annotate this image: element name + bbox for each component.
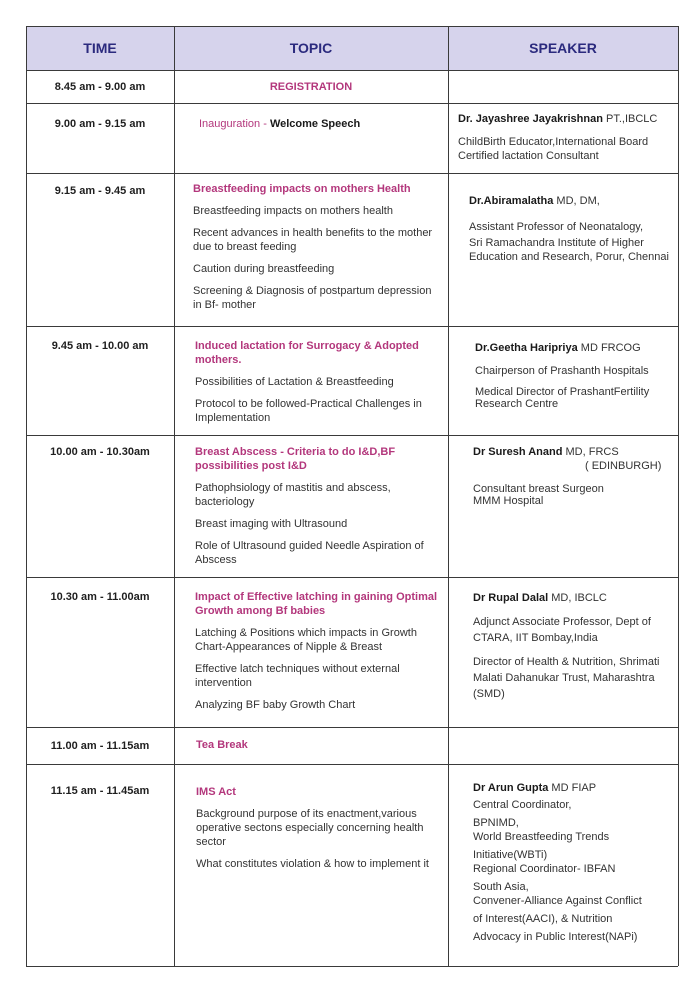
speaker-line: ChildBirth Educator,International Board <box>458 136 649 148</box>
time-cell: 10.00 am - 10.30am <box>50 446 150 458</box>
speaker-name: Dr Rupal Dalal <box>473 592 549 604</box>
header-time: TIME <box>83 40 117 56</box>
rule-bottom <box>26 966 678 967</box>
speaker-line: Medical Director of PrashantFertility Research Centre <box>475 386 650 410</box>
topic-item: Effective latch techniques without external intervention <box>195 663 400 689</box>
header-speaker: SPEAKER <box>529 40 597 56</box>
topic-title: Breast Abscess - Criteria to do I&D,BF possibilities post I&D <box>195 446 396 472</box>
rule-row-5 <box>26 577 678 578</box>
speaker-line: World Breastfeeding Trends <box>473 831 610 843</box>
rule-left <box>26 26 27 966</box>
topic-title: IMS Act <box>196 786 236 798</box>
time-cell: 9.00 am - 9.15 am <box>54 118 146 130</box>
speaker-line: of Interest(AACI), & Nutrition <box>473 913 613 925</box>
topic-title: Breastfeeding impacts on mothers Health <box>193 183 411 195</box>
topic-item: Recent advances in health benefits to the mother due to breast feeding <box>193 227 433 253</box>
topic-cell <box>193 182 433 320</box>
topic-item: Caution during breastfeeding <box>193 263 335 275</box>
topic-item: Pathophsiology of mastitis and abscess, bacteriology <box>195 482 391 508</box>
speaker-line: Sri Ramachandra Institute of Higher Education and Research, Porur, Chennai <box>469 237 669 263</box>
topic-item: Background purpose of its enactment,various operative sectons especially concerning health sector <box>196 808 424 848</box>
speaker-name: Dr. Jayashree Jayakrishnan <box>458 113 603 125</box>
topic-item: Screening & Diagnosis of postpartum depression in Bf- mother <box>193 285 432 311</box>
speaker-name: Dr Arun Gupta <box>473 782 549 794</box>
rule-col-2 <box>448 26 449 966</box>
rule-row-4 <box>26 435 678 436</box>
speaker-line: MMM Hospital <box>473 495 544 507</box>
speaker-line: South Asia, <box>473 881 529 893</box>
speaker-line: BPNIMD, <box>473 817 519 829</box>
speaker-line: Consultant breast Surgeon <box>473 483 604 495</box>
topic-item: Possibilities of Lactation & Breastfeeding <box>195 376 394 388</box>
speaker-cell <box>473 781 676 944</box>
speaker-credentials: MD, IBCLC <box>548 592 607 604</box>
speaker-cell <box>469 194 674 264</box>
speaker-line: Assistant Professor of Neonatalogy, <box>469 221 644 233</box>
time-cell: 9.45 am - 10.00 am <box>51 340 149 352</box>
speaker-line: Certified lactation Consultant <box>458 150 599 162</box>
topic-cell <box>195 590 440 720</box>
speaker-line: Director of Health & Nutrition, Shrimati Malati Dahanukar Trust, Maharashtra (SMD) <box>473 656 660 700</box>
speaker-cell <box>473 445 675 507</box>
rule-right <box>678 26 679 966</box>
topic-title: Impact of Effective latching in gaining Optimal Growth among Bf babies <box>195 591 438 617</box>
topic-item: What constitutes violation & how to implement it <box>196 858 429 870</box>
topic-title: Inauguration - <box>199 118 270 130</box>
topic-title-rest: Welcome Speech <box>269 118 361 130</box>
topic-item: Breast imaging with Ultrasound <box>195 518 348 530</box>
topic-item: Protocol to be followed-Practical Challenges in Implementation <box>195 398 422 424</box>
rule-row-2 <box>26 173 678 174</box>
speaker-credentials: MD FRCOG <box>577 342 641 354</box>
rule-row-1 <box>26 103 678 104</box>
topic-title: Tea Break <box>196 739 248 751</box>
time-cell: 11.00 am - 11.15am <box>50 740 150 752</box>
speaker-line: Regional Coordinator- IBFAN <box>473 863 616 875</box>
topic-item: Latching & Positions which impacts in Growth Chart-Appearances of Nipple & Breast <box>195 627 417 653</box>
speaker-cell <box>475 341 675 418</box>
rule-row-7 <box>26 764 678 765</box>
rule-col-1 <box>174 26 175 966</box>
topic-cell <box>196 738 436 752</box>
speaker-credentials-line2: ( EDINBURGH) <box>585 460 662 472</box>
rule-top <box>26 26 678 27</box>
topic-cell <box>195 339 430 433</box>
speaker-name: Dr.Abiramalatha <box>469 195 554 207</box>
rule-row-3 <box>26 326 678 327</box>
speaker-line: Convener-Alliance Against Conflict <box>473 895 642 907</box>
topic-cell <box>196 785 440 879</box>
topic-cell <box>195 445 430 575</box>
rule-row-6 <box>26 727 678 728</box>
header-topic: TOPIC <box>289 40 333 56</box>
topic-title: Induced lactation for Surrogacy & Adopted mothers. <box>195 340 419 366</box>
speaker-line: Central Coordinator, <box>473 799 572 811</box>
topic-item: Analyzing BF baby Growth Chart <box>195 699 356 711</box>
topic-title: REGISTRATION <box>269 81 353 93</box>
speaker-line: Initiative(WBTi) <box>473 849 548 861</box>
speaker-credentials: MD FIAP <box>548 782 597 794</box>
speaker-cell <box>473 591 676 710</box>
speaker-credentials: MD, DM, <box>553 195 600 207</box>
speaker-line: Advocacy in Public Interest(NAPi) <box>473 931 638 943</box>
speaker-line: Adjunct Associate Professor, Dept of CTARA, IIT Bombay,India <box>473 616 651 644</box>
rule-header-bottom <box>26 70 678 71</box>
speaker-credentials: MD, FRCS <box>562 446 619 458</box>
topic-item: Breastfeeding impacts on mothers health <box>193 205 393 217</box>
time-cell: 11.15 am - 11.45am <box>50 785 150 797</box>
topic-cell <box>199 117 439 131</box>
speaker-cell <box>458 112 674 163</box>
speaker-credentials: PT.,IBCLC <box>602 113 658 125</box>
time-cell: 10.30 am - 11.00am <box>50 591 150 603</box>
speaker-name: Dr.Geetha Haripriya <box>475 342 578 354</box>
time-cell: 9.15 am - 9.45 am <box>54 185 146 197</box>
time-cell: 8.45 am - 9.00 am <box>54 81 146 93</box>
topic-item: Role of Ultrasound guided Needle Aspiration of Abscess <box>195 540 424 566</box>
speaker-line: Chairperson of Prashanth Hospitals <box>475 365 649 377</box>
speaker-name: Dr Suresh Anand <box>473 446 563 458</box>
topic-cell <box>174 80 448 94</box>
